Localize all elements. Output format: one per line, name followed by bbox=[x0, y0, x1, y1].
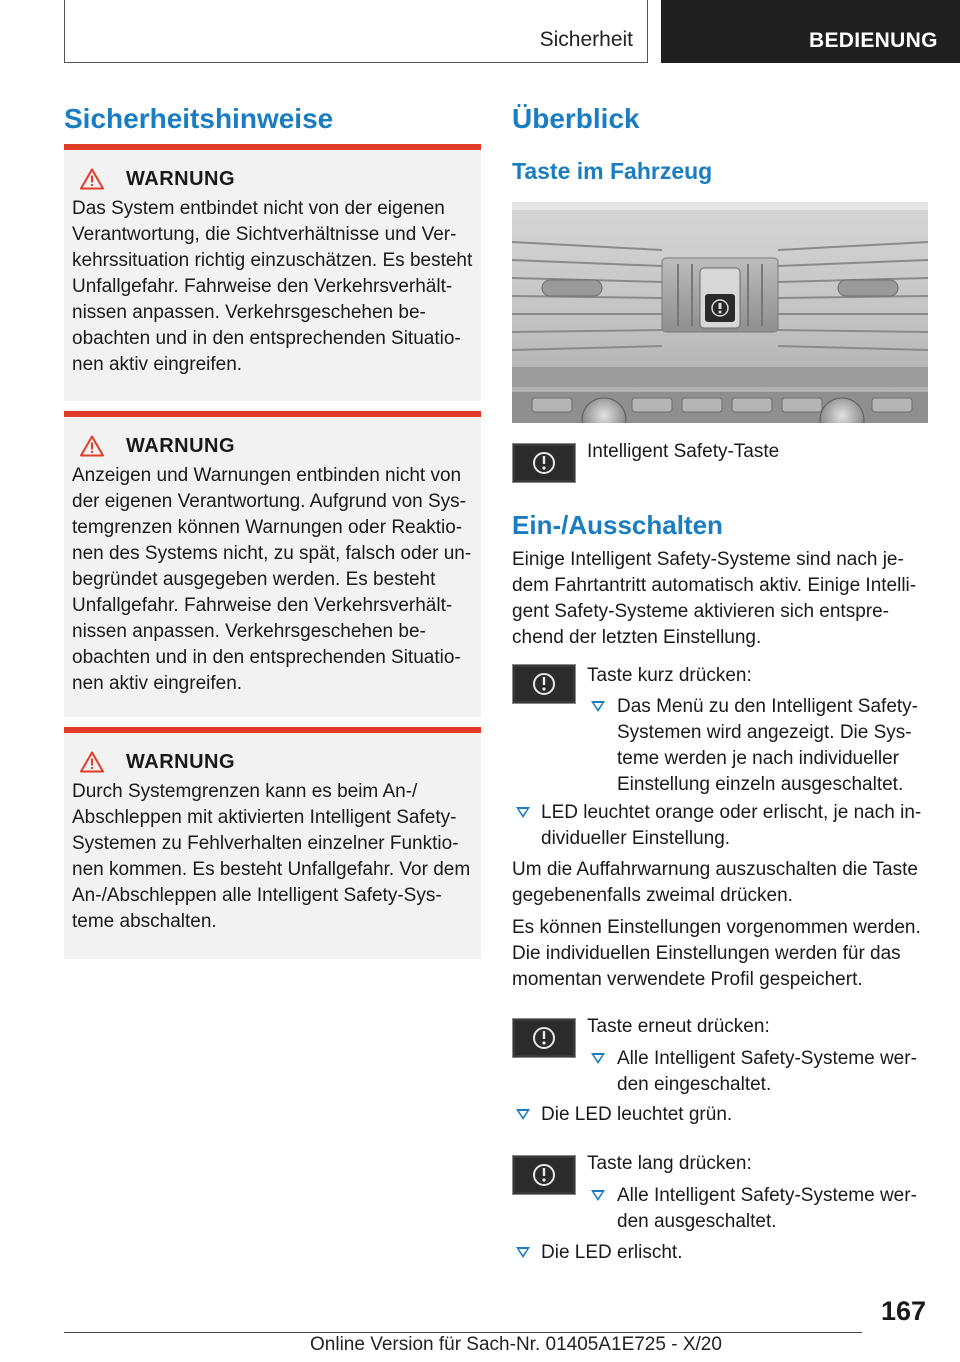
safety-heading: Sicherheitshinweise bbox=[64, 103, 334, 134]
footer-online-version: Online Version für Sach-Nr. 01405A1E725 - X/20 bbox=[310, 1334, 722, 1355]
footer-divider bbox=[64, 1332, 862, 1333]
list-item bbox=[516, 800, 928, 852]
paragraph: Es können Einstellungen vorgenommen werden. Die individuellen Einstellungen werden für das momentan verwendete Profil gespeichert. bbox=[512, 917, 921, 990]
bullet-triangle-icon bbox=[516, 1109, 530, 1120]
long-press-label: Taste lang drücken: bbox=[587, 1153, 752, 1174]
dashboard-image bbox=[512, 202, 928, 423]
list-item bbox=[591, 1046, 928, 1098]
header-chapter-label: BEDIENUNG bbox=[809, 29, 938, 52]
bullet-triangle-icon bbox=[591, 1190, 605, 1201]
warning-title: WARNUNG bbox=[126, 167, 236, 190]
dashboard-photo bbox=[512, 202, 928, 423]
overview-heading: Überblick bbox=[512, 103, 640, 134]
warning-box-3 bbox=[64, 727, 481, 959]
button-in-vehicle-heading: Taste im Fahrzeug bbox=[512, 158, 713, 184]
page-number: 167 bbox=[880, 1296, 926, 1326]
header-chapter-tab bbox=[661, 0, 960, 63]
button-caption: Intelligent Safety-Taste bbox=[587, 441, 780, 462]
safety-button-icon bbox=[512, 443, 576, 483]
safety-button-icon bbox=[512, 1018, 576, 1058]
warning-header bbox=[72, 431, 473, 461]
right-column bbox=[512, 100, 928, 1263]
warning-text: Das System entbindet nicht von der eigenen Verantwortung, die Sichtverhältnisse und Ver- kehrssituation richtig einzuschätzen. Es besteht Unfallgefahr. Fahrweise den Verkehrsverhält- nissen anpassen. Verkehrsgeschehen be- obachten und in den entsprechenden Situatio- nen aktiv eingreifen. bbox=[72, 198, 473, 375]
press-again-label: Taste erneut drücken: bbox=[587, 1016, 770, 1037]
bullet-triangle-icon bbox=[591, 1053, 605, 1064]
safety-button-icon bbox=[512, 1155, 576, 1195]
safety-button-icon bbox=[512, 664, 576, 704]
warning-header bbox=[72, 747, 473, 777]
list-item bbox=[516, 1102, 928, 1128]
warning-text: Anzeigen und Warnungen entbinden nicht von der eigenen Verantwortung. Aufgrund von Sys- temgrenzen können Warnungen oder Reaktio- nen des Systems nicht, zu spät, falsch oder un- begründet ausgegeben werden. Es besteht Unfallgefahr. Fahrweise den Verkehrsverhält- nissen anpassen. Verkehrsgeschehen be- obachten und in den entsprechenden Situatio- nen aktiv eingreifen. bbox=[72, 465, 472, 694]
paragraph: Um die Auffahrwarnung auszuschalten die Taste gegebenenfalls zweimal drücken. bbox=[512, 859, 918, 906]
bullet-triangle-icon bbox=[516, 807, 530, 818]
list-item-text: Die LED leuchtet grün. bbox=[541, 1104, 733, 1125]
list-item-text: Alle Intelligent Safety-Systeme wer- den ausgeschaltet. bbox=[617, 1185, 917, 1232]
left-column bbox=[64, 100, 481, 932]
page-header bbox=[0, 0, 960, 66]
list-item-text: LED leuchtet orange oder erlischt, je nach in- dividueller Einstellung. bbox=[541, 802, 922, 849]
warning-title: WARNUNG bbox=[126, 750, 236, 773]
header-frame bbox=[64, 0, 648, 63]
warning-box-2 bbox=[64, 411, 481, 717]
list-item-text: Alle Intelligent Safety-Systeme wer- den eingeschaltet. bbox=[617, 1048, 917, 1095]
warning-title: WARNUNG bbox=[126, 434, 236, 457]
list-item-text: Die LED erlischt. bbox=[541, 1242, 683, 1263]
warning-text: Durch Systemgrenzen kann es beim An-/ Abschleppen mit aktivierten Intelligent Safety- Systemen zu Fehlverhalten einzelner Funktio- nen kommen. Es besteht Unfallgefahr. Vor dem An-/Abschleppen alle Intelligent Safety-Sys- teme abschalten. bbox=[72, 781, 471, 932]
warning-header bbox=[72, 164, 473, 194]
warning-triangle-icon bbox=[80, 751, 104, 773]
bullet-triangle-icon bbox=[591, 701, 605, 712]
list-item-text: Das Menü zu den Intelligent Safety- Systemen wird angezeigt. Die Sys- teme werden je nach individueller Einstellung einzeln ausgeschaltet. bbox=[617, 696, 919, 795]
short-press-label: Taste kurz drücken: bbox=[587, 665, 752, 686]
list-item bbox=[591, 1183, 928, 1235]
warning-triangle-icon bbox=[80, 435, 104, 457]
warning-triangle-icon bbox=[80, 168, 104, 190]
intro-paragraph: Einige Intelligent Safety-Systeme sind nach je- dem Fahrtantritt automatisch aktiv. Einige Intelli- gent Safety-Systeme aktivieren sich entspre- chend der letzten Einstellung. bbox=[512, 549, 917, 648]
on-off-heading: Ein-/Ausschalten bbox=[512, 510, 723, 540]
header-section-title: Sicherheit bbox=[539, 28, 633, 51]
list-item bbox=[591, 694, 928, 798]
warning-box-1 bbox=[64, 144, 481, 401]
bullet-triangle-icon bbox=[516, 1247, 530, 1258]
list-item bbox=[516, 1240, 928, 1266]
